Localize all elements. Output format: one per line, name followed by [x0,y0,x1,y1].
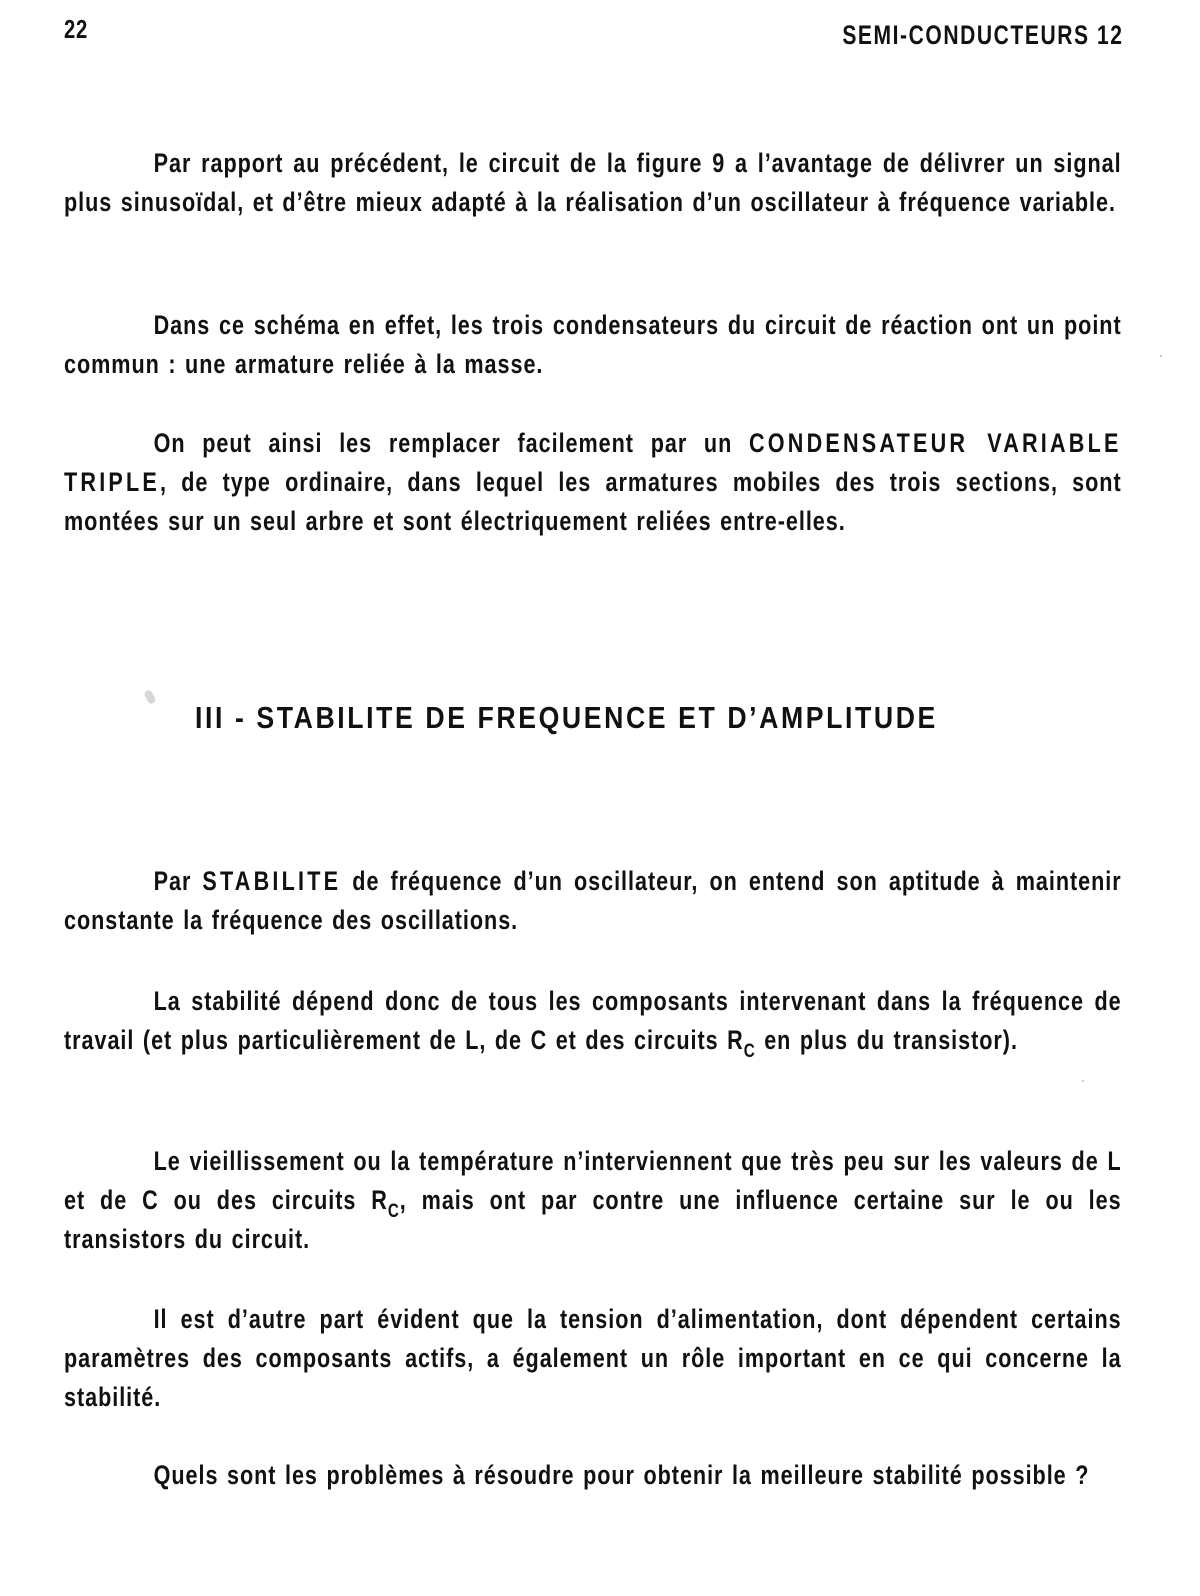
paragraph [64,1456,1122,1495]
paragraph-text: Dans ce schéma en effet, les trois condensateurs du circuit de réaction ont un point commun : une armature reliée à la masse. [64,310,1122,379]
paragraph [64,306,1122,384]
section-heading: III - STABILITE DE FREQUENCE ET D’AMPLITUDE [195,700,938,735]
paragraph-text [64,862,1122,940]
emphasized-term: CONDENSATEUR VARIABLE TRIPLE [64,428,1122,497]
paragraph-text-part: Le vieillissement ou la température n’interviennent que très peu sur les valeurs de L et de C ou des circuits R [64,1146,1122,1215]
emphasized-term: STABILITE [202,866,342,896]
paragraph-text: Il est d’autre part évident que la tension d’alimentation, dont dépendent certains paramètres des composants actifs, a également un rôle important en ce qui concerne la stabilité. [64,1304,1122,1412]
page-number: 22 [64,14,89,44]
running-header: SEMI-CONDUCTEURS 12 [842,20,1124,50]
scan-speck [1160,355,1162,357]
subscript: C [743,1041,756,1062]
subscript: C [387,1201,400,1222]
paragraph-text-part: On peut ainsi les remplacer facilement par un [153,428,750,458]
paragraph [64,1300,1122,1417]
paragraph-text [64,982,1122,1060]
paragraph-text [64,424,1122,541]
paragraph-text: Par rapport au précédent, le circuit de la figure 9 a l’avantage de délivrer un signal plus sinusoïdal, et d’être mieux adapté à la réalisation d’un oscillateur à fréquence variable. [64,148,1122,217]
paragraph-text-part: La stabilité dépend donc de tous les composants intervenant dans la fréquence de travail (et plus particulièrement de L, de C et des circuits R [64,986,1122,1055]
paragraph [64,982,1122,1060]
paragraph-text-part: en plus du transistor). [755,1025,1018,1055]
paragraph-text-part: , mais ont par contre une influence certaine sur le ou les transistors du circuit. [64,1185,1122,1254]
paragraph-text-part: Par [153,866,203,896]
scan-speck [1082,1080,1084,1082]
paragraph [64,862,1122,940]
scan-smudge [143,689,157,705]
paragraph-text [64,1142,1122,1259]
paragraph [64,1142,1122,1259]
paragraph [64,144,1122,222]
paragraph-text-part: , de type ordinaire, dans lequel les armatures mobiles des trois sections, sont montées sur un seul arbre et sont électriquement reliées entre-elles. [64,467,1122,536]
paragraph [64,424,1122,541]
paragraph-text: Quels sont les problèmes à résoudre pour obtenir la meilleure stabilité possible ? [153,1460,1090,1490]
paragraph-text-part: de fréquence d’un oscillateur, on entend son aptitude à maintenir constante la fréquence des oscillations. [64,866,1122,935]
